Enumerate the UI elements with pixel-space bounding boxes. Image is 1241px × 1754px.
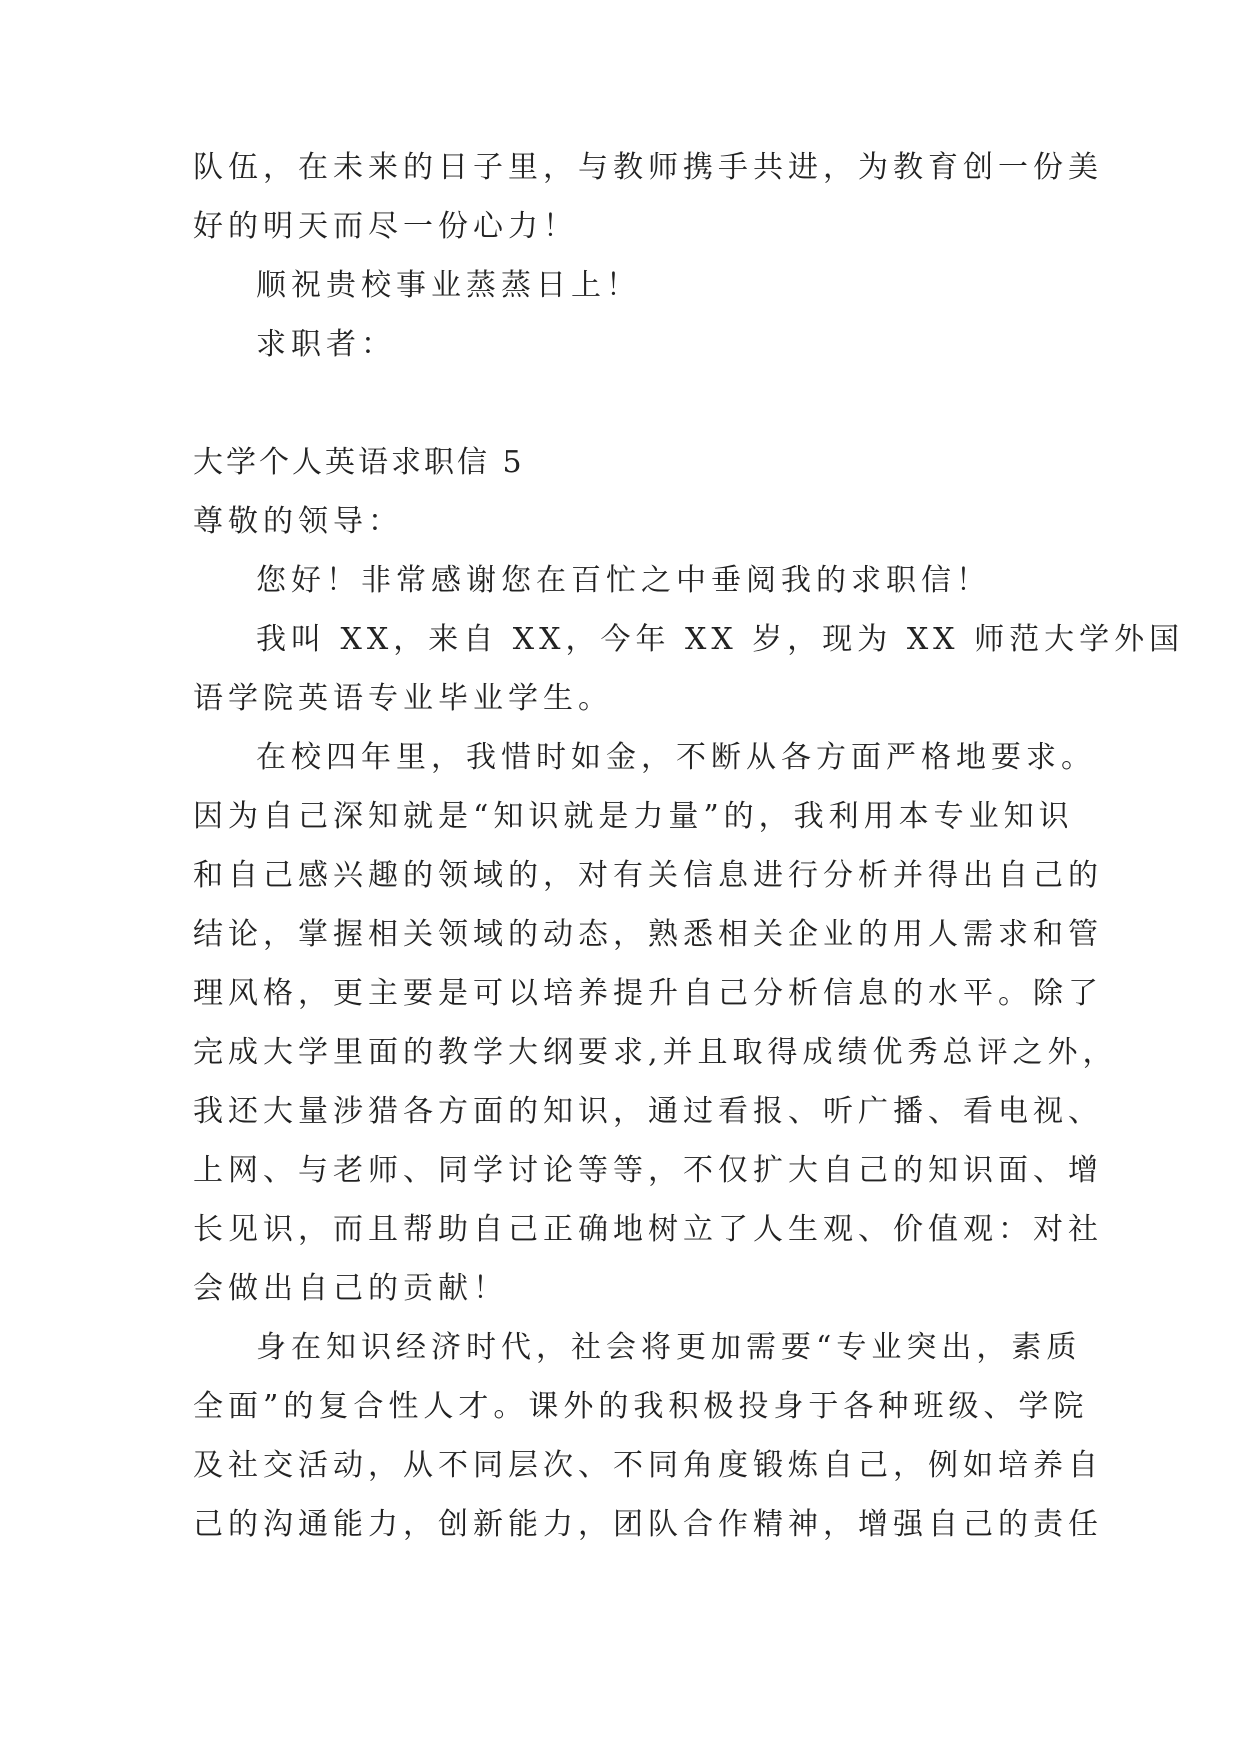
text-line: 好的明天而尽一份心力！ [193,209,578,244]
text-line: 上网、与老师、同学讨论等等，不仅扩大自己的知识面、增 [193,1153,1103,1188]
section-title: 大学个人英语求职信 5 [193,445,525,480]
text-line: 长见识，而且帮助自己正确地树立了人生观、价值观：对社 [193,1212,1103,1247]
text-line: 己的沟通能力，创新能力，团队合作精神，增强自己的责任 [193,1507,1103,1542]
text-line: 完成大学里面的教学大纲要求,并且取得成绩优秀总评之外， [193,1035,1118,1070]
text-line: 会做出自己的贡献！ [193,1271,508,1306]
text-line: 因为自己深知就是“知识就是力量”的，我利用本专业知识 [193,799,1074,834]
text-line: 结论，掌握相关领域的动态，熟悉相关企业的用人需求和管 [193,917,1103,952]
text-line: 队伍，在未来的日子里，与教师携手共进，为教育创一份美 [193,150,1103,185]
text-line: 在校四年里，我惜时如金，不断从各方面严格地要求。 [256,740,1096,775]
text-line: 全面”的复合性人才。课外的我积极投身于各种班级、学院 [193,1389,1089,1424]
text-line: 身在知识经济时代，社会将更加需要“专业突出，素质 [256,1330,1082,1365]
text-line: 和自己感兴趣的领域的，对有关信息进行分析并得出自己的 [193,858,1103,893]
text-line: 理风格，更主要是可以培养提升自己分析信息的水平。除了 [193,976,1103,1011]
salutation: 尊敬的领导： [193,504,403,539]
signature-label: 求职者： [256,327,396,362]
greeting-line: 您好！非常感谢您在百忙之中垂阅我的求职信！ [256,563,991,598]
text-line: 语学院英语专业毕业学生。 [193,681,613,716]
text-line: 及社交活动，从不同层次、不同角度锻炼自己，例如培养自 [193,1448,1103,1483]
closing-wish: 顺祝贵校事业蒸蒸日上！ [256,268,641,303]
text-line: 我叫 XX，来自 XX，今年 XX 岁，现为 XX 师范大学外国 [256,622,1185,657]
text-line: 我还大量涉猎各方面的知识，通过看报、听广播、看电视、 [193,1094,1103,1129]
